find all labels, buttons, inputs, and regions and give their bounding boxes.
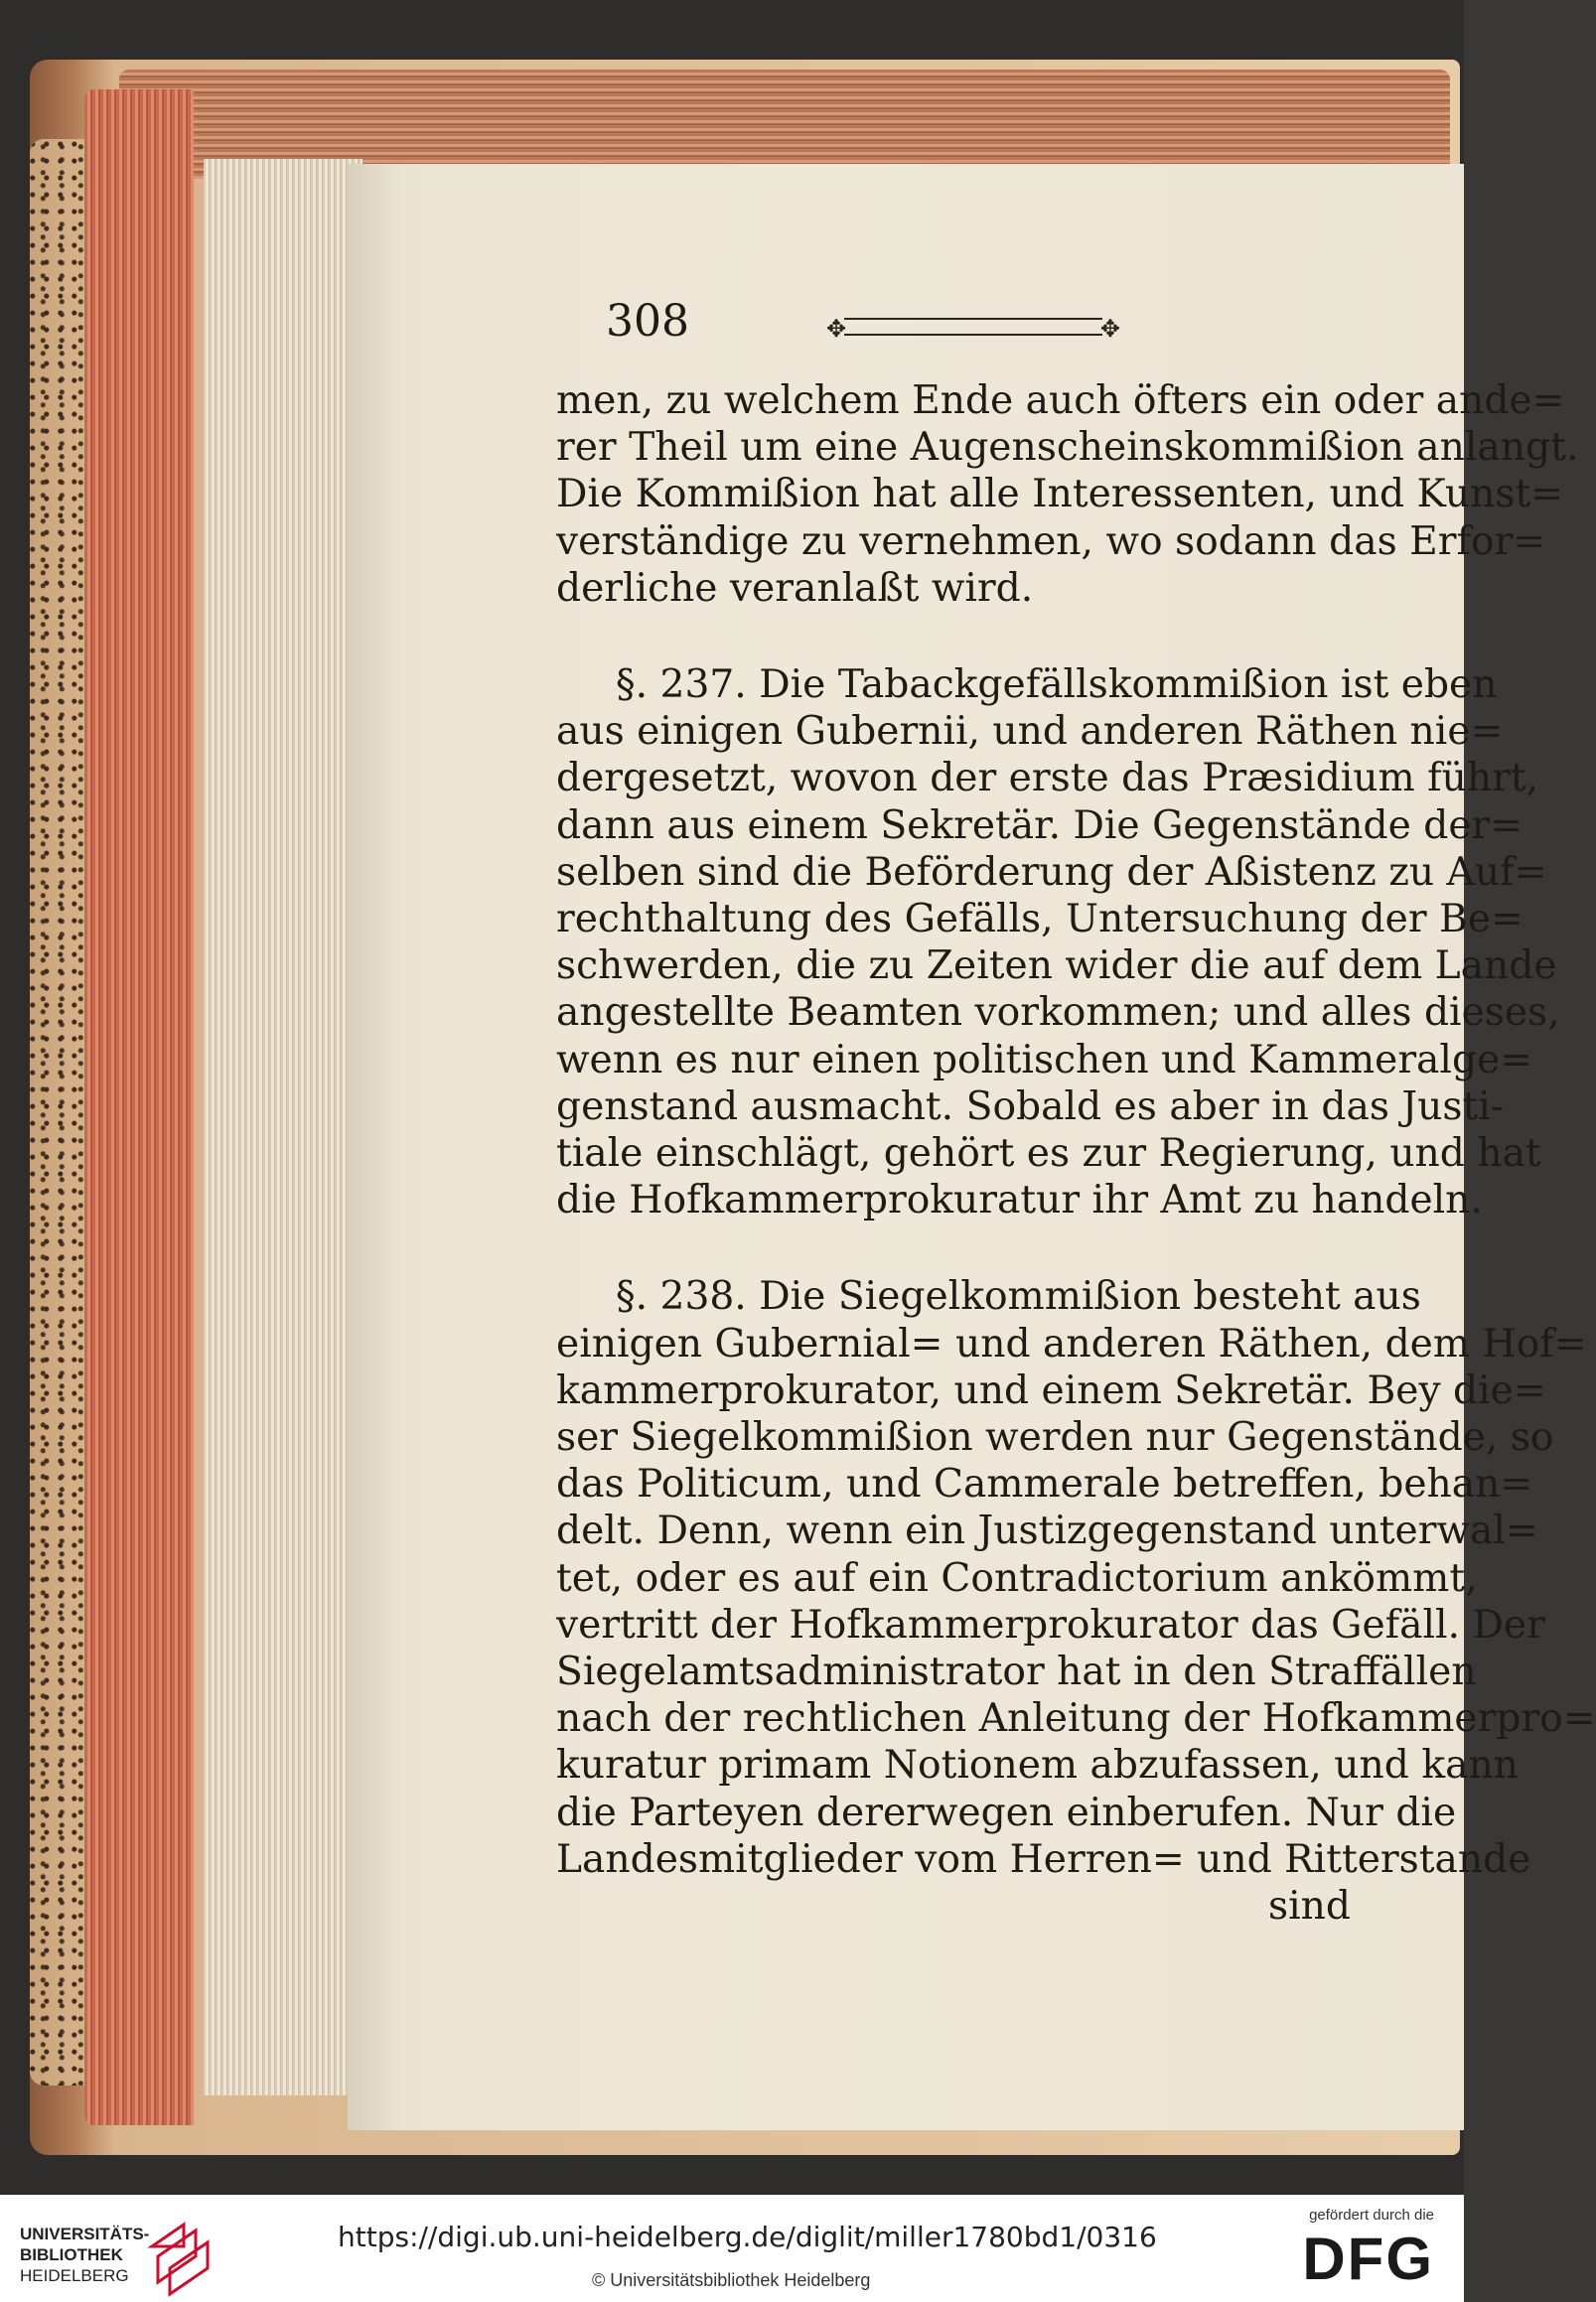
text-line: wenn es nur einen politischen und Kammeralge= xyxy=(556,1037,1533,1082)
text-line: tet, oder es auf ein Contradictorium ankömmt, xyxy=(556,1555,1478,1601)
library-name-line2: BIBLIOTHEK xyxy=(20,2245,123,2264)
page-number: 308 xyxy=(606,296,689,347)
text-line: vertritt der Hofkammerprokurator das Gefäll. Der xyxy=(556,1602,1545,1648)
text-line: §. 237. Die Tabackgefällskommißion ist eben xyxy=(616,662,1498,708)
text-line: delt. Denn, wenn ein Justizgegenstand unterwal= xyxy=(556,1509,1538,1554)
running-header xyxy=(556,288,1410,377)
paragraph-gap xyxy=(556,1223,1410,1273)
paragraph-gap xyxy=(556,612,1410,661)
text-line: selben sind die Beförderung der Aßistenz zu Auf= xyxy=(556,849,1547,895)
copyright-notice: © Universitätsbibliothek Heidelberg xyxy=(592,2270,871,2290)
text-line: derliche veranlaßt wird. xyxy=(556,565,1034,611)
text-line: das Politicum, und Cammerale betreffen, behan= xyxy=(556,1462,1533,1508)
text-line: kammerprokurator, und einem Sekretär. Bey die= xyxy=(556,1367,1546,1413)
paragraph-238 xyxy=(556,1273,1596,1883)
text-line: rer Theil um eine Augenscheinskommißion anlangt. xyxy=(556,425,1579,471)
viewer-footer xyxy=(0,2195,1464,2302)
page-stack xyxy=(204,159,363,2095)
text-line: tiale einschlägt, gehört es zur Regierung, und hat xyxy=(556,1131,1541,1177)
library-name-line3: HEIDELBERG xyxy=(20,2266,129,2285)
speckled-binding xyxy=(30,139,89,2086)
text-line: rechthaltung des Gefälls, Untersuchung der Be= xyxy=(556,897,1523,942)
library-name-line1: UNIVERSITÄTS- xyxy=(20,2225,150,2243)
page-text xyxy=(556,288,1596,1930)
funder-note: gefördert durch die xyxy=(1309,2207,1434,2224)
text-line: nach der rechtlichen Anleitung der Hofkammerpro= xyxy=(556,1696,1596,1742)
text-line: einigen Gubernial= und anderen Räthen, dem Hof= xyxy=(556,1321,1587,1367)
text-line: dergesetzt, wovon der erste das Præsidium führt, xyxy=(556,756,1539,801)
intro-paragraph xyxy=(556,377,1579,612)
text-line: schwerden, die zu Zeiten wider die auf dem Lande xyxy=(556,943,1557,989)
text-line: die Hofkammerprokuratur ihr Amt zu handeln. xyxy=(556,1178,1483,1223)
text-line: genstand ausmacht. Sobald es aber in das Justi- xyxy=(556,1083,1504,1129)
page-url-link[interactable]: https://digi.ub.uni-heidelberg.de/diglit/miller1780bd1/0316 xyxy=(338,2221,1157,2253)
text-line: Siegelamtsadministrator hat in den Straffällen xyxy=(556,1650,1477,1695)
text-line: ser Siegelkommißion werden nur Gegenstände, so xyxy=(556,1415,1554,1461)
library-logo[interactable] xyxy=(20,2225,218,2284)
page-edges-red xyxy=(84,89,194,2125)
catchword: sind xyxy=(1268,1884,1351,1930)
text-line: kuratur primam Notionem abzufassen, und kann xyxy=(556,1743,1519,1789)
text-line: aus einigen Gubernii, und anderen Räthen nie= xyxy=(556,709,1504,755)
text-line: dann aus einem Sekretär. Die Gegenstände der= xyxy=(556,802,1523,848)
library-mark-icon xyxy=(144,2217,216,2296)
text-line: die Parteyen dererwegen einberufen. Nur die xyxy=(556,1790,1457,1835)
header-ornament-icon xyxy=(844,318,1102,336)
dfg-logo[interactable] xyxy=(1265,2207,1434,2296)
funder-logo-text: DFG xyxy=(1302,2226,1434,2292)
text-line: verständige zu vernehmen, wo sodann das Erfor= xyxy=(556,518,1546,564)
text-line: men, zu welchem Ende auch öfters ein oder ande= xyxy=(556,378,1565,423)
text-line: angestellte Beamten vorkommen; und alles dieses, xyxy=(556,990,1560,1036)
paragraph-237 xyxy=(556,661,1560,1223)
text-line: §. 238. Die Siegelkommißion besteht aus xyxy=(616,1274,1421,1320)
text-line: Die Kommißion hat alle Interessenten, und Kunst= xyxy=(556,472,1564,517)
text-line: Landesmitglieder vom Herren= und Ritterstande xyxy=(556,1836,1531,1882)
